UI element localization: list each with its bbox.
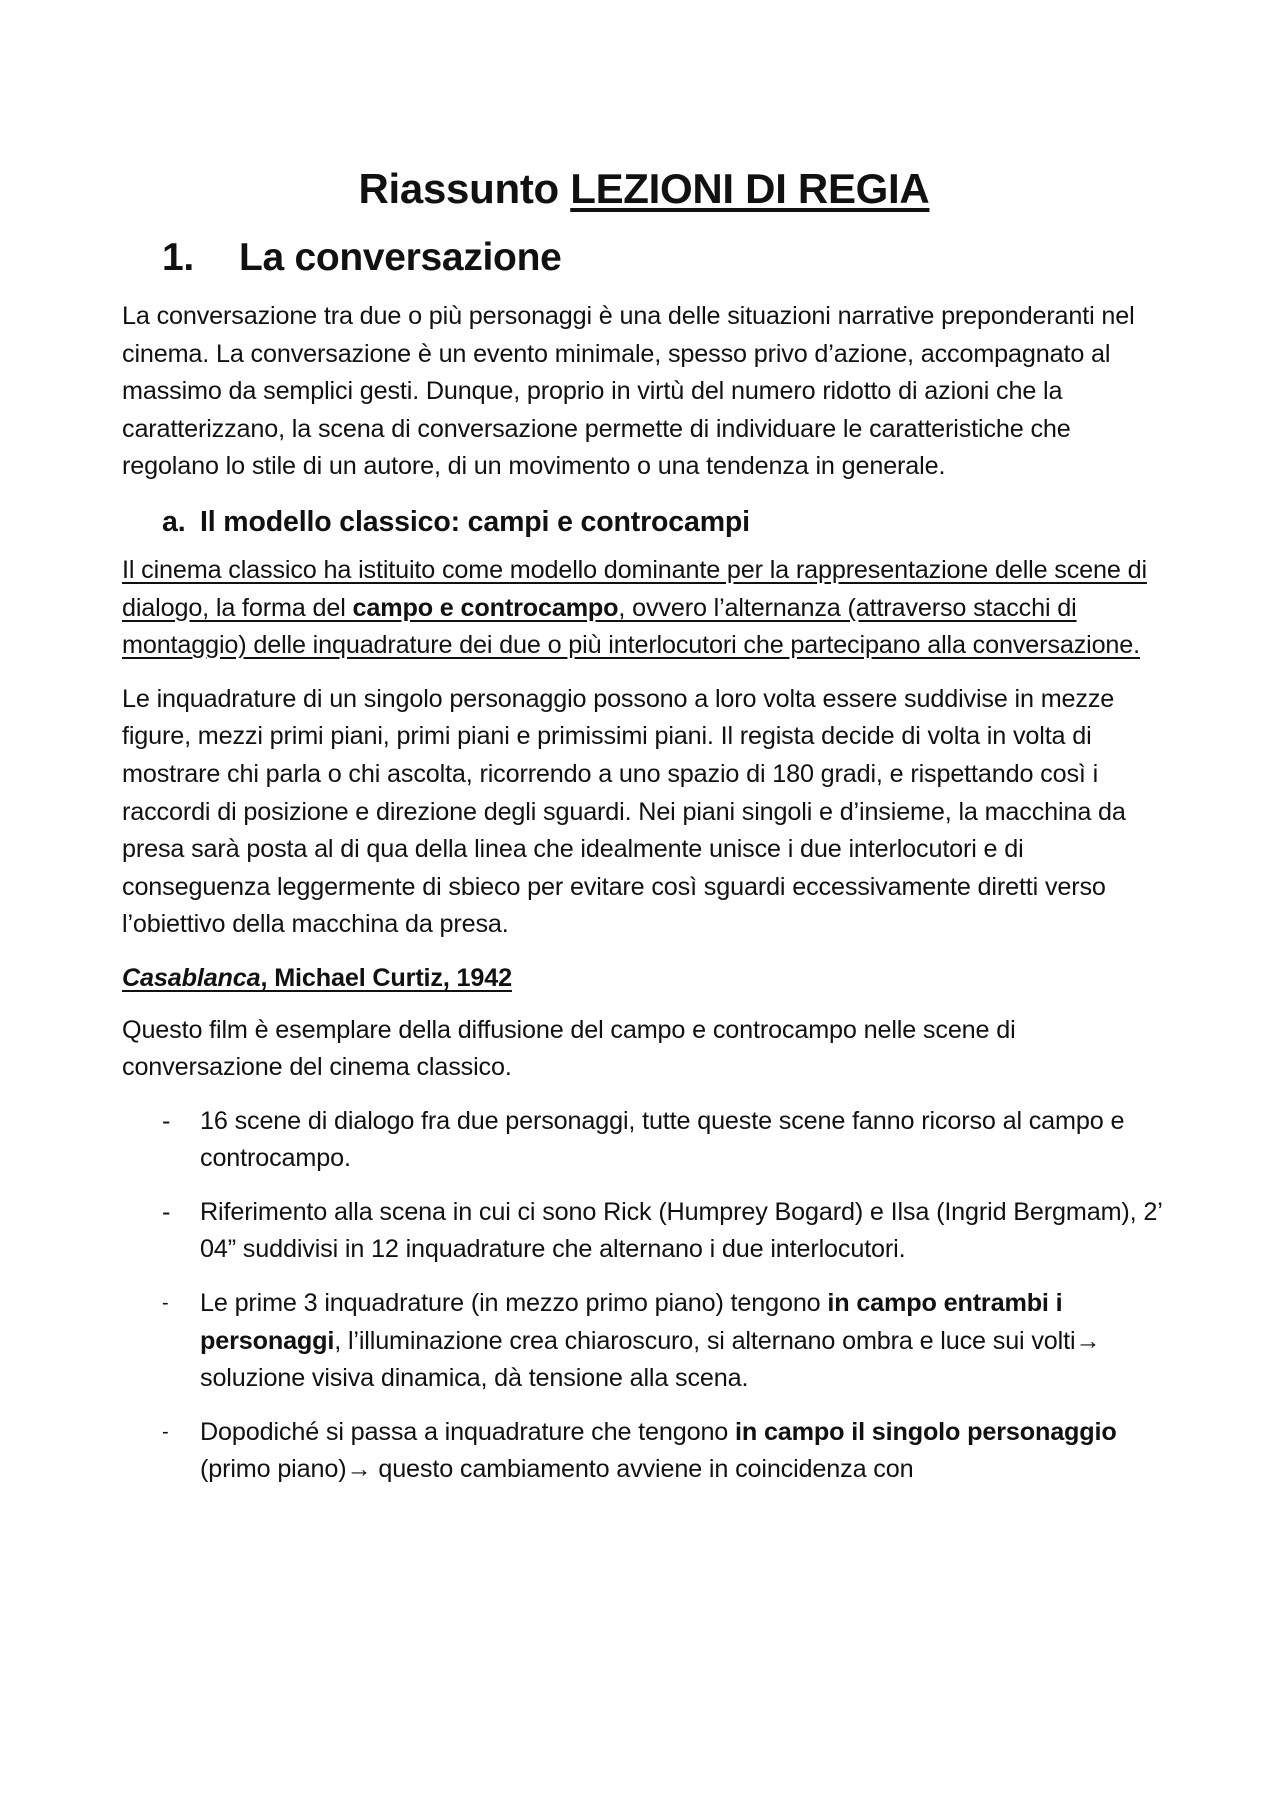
- arrow-right-icon: →: [346, 1455, 372, 1484]
- film-reference: [122, 960, 1166, 998]
- intro-paragraph: La conversazione tra due o più personaggi è una delle situazioni narrative preponderanti nel cinema. La conversazione è un evento minimale, spesso privo d’azione, accompagnato al massimo da semplici gesti. Dunque, proprio in virtù del numero ridotto di azioni che la caratterizzano, la scena di conversazione permette di individuare le caratteristiche che regolano lo stile di un autore, di un movimento o una tendenza in generale.: [122, 302, 1135, 481]
- bullet-text: Riferimento alla scena in cui ci sono Rick (Humprey Bogard) e Ilsa (Ingrid Bergmam), 2’ 04” suddivisi in 12 inquadrature che alternano i due interlocutori.: [200, 1197, 1162, 1264]
- list-item: [122, 1194, 1166, 1269]
- underlined-paragraph-part1: Il cinema classico ha istituito come modello dominante per la rappresentazione delle scene di dialogo, la forma del: [122, 555, 1147, 622]
- section-number: 1.: [162, 236, 194, 279]
- document-content: [122, 160, 1166, 1505]
- bullet-text-part3: questo cambiamento avviene in coincidenza con: [371, 1455, 914, 1484]
- bullet-text: 16 scene di dialogo fra due personaggi, tutte queste scene fanno ricorso al campo e controcampo.: [200, 1106, 1125, 1173]
- bullet-dash: -: [162, 1292, 169, 1315]
- bullet-text-part2: (primo piano): [200, 1455, 347, 1484]
- bullet-text-part3: soluzione visiva dinamica, dà tensione alla scena.: [200, 1364, 749, 1393]
- film-intro-paragraph: Questo film è esemplare della diffusione del campo e controcampo nelle scene di conversazione del cinema classico.: [122, 1015, 1016, 1082]
- underlined-paragraph-part2: , ovvero l’alternanza (attraverso stacchi di montaggio) delle inquadrature dei due o più interlocutori che partecipano alla conversazione.: [122, 593, 1141, 660]
- bullet-text-part2: , l’illuminazione crea chiaroscuro, si alternano ombra e luce sui volti: [334, 1326, 1076, 1355]
- list-item: [122, 1285, 1166, 1398]
- underlined-paragraph: [122, 552, 1166, 665]
- subsection-title: Il modello classico: campi e controcampi: [200, 505, 750, 538]
- title-underlined: LEZIONI DI REGIA: [570, 165, 930, 212]
- underlined-paragraph-bold: campo e controcampo: [352, 593, 619, 622]
- bullet-text-bold: in campo il singolo personaggio: [735, 1417, 1117, 1446]
- bullet-dash: -: [162, 1197, 171, 1226]
- subsection-heading: [162, 502, 1166, 542]
- film-title: Casablanca: [122, 963, 261, 992]
- list-item: [122, 1103, 1166, 1178]
- bullet-list: [122, 1103, 1166, 1489]
- film-credits: , Michael Curtiz, 1942: [260, 963, 512, 992]
- bullet-text-bold: in campo entrambi i personaggi: [200, 1289, 1063, 1355]
- framing-paragraph: Le inquadrature di un singolo personaggio possono a loro volta essere suddivise in mezze figure, mezzi primi piani, primi piani e primissimi piani. Il regista decide di volta in volta di mostrare chi parla o chi ascolta, ricorrendo a uno spazio di 180 gradi, e rispettando così i raccordi di posizione e direzione degli sguardi. Nei piani singoli e d’insieme, la macchina da presa sarà posta al di qua della linea che idealmente unisce i due interlocutori e di conseguenza leggermente di sbieco per evitare così sguardi eccessivamente diretti verso l’obiettivo della macchina da presa.: [122, 684, 1126, 939]
- bullet-text-part1: Le prime 3 inquadrature (in mezzo primo piano) tengono: [200, 1289, 828, 1318]
- list-item: [122, 1414, 1166, 1489]
- arrow-right-icon: →: [1075, 1326, 1101, 1355]
- bullet-dash: -: [162, 1106, 171, 1135]
- section-title: La conversazione: [239, 236, 562, 279]
- section-heading: [162, 232, 1166, 284]
- title-prefix: Riassunto: [358, 165, 571, 212]
- bullet-dash: -: [162, 1420, 169, 1443]
- subsection-letter: a.: [162, 505, 186, 538]
- document-title: [122, 160, 1166, 218]
- bullet-text-part1: Dopodiché si passa a inquadrature che tengono: [200, 1417, 736, 1446]
